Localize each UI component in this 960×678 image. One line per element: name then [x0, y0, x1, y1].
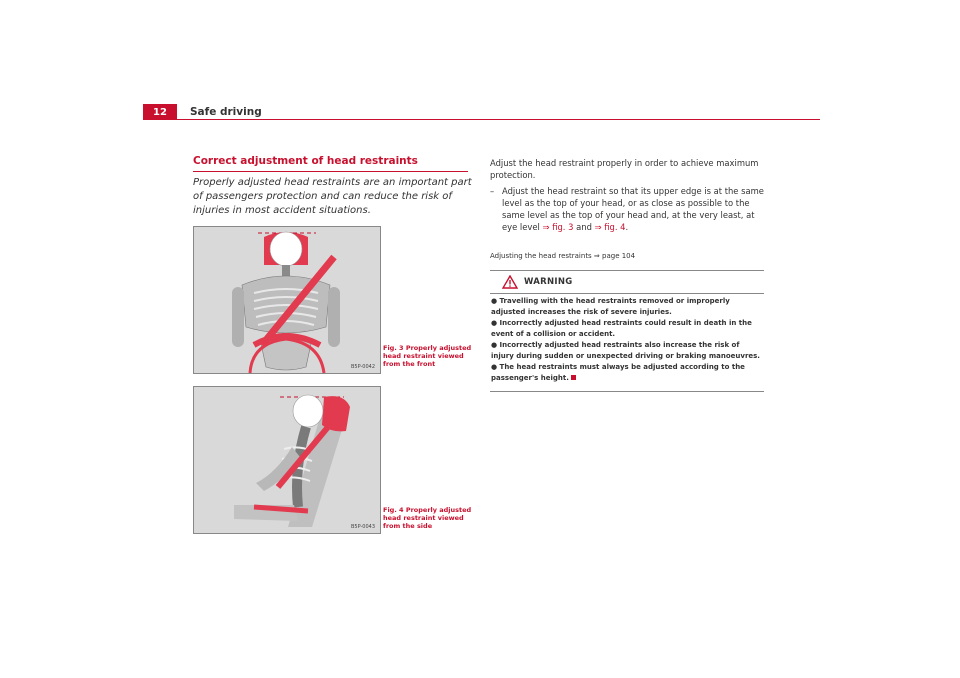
page-number-badge	[143, 104, 177, 120]
warning-text: The head restraints must always be adjusted according to the passenger's height.	[491, 363, 745, 382]
figure-caption: Fig. 3 Properly adjusted head restraint viewed from the front	[383, 344, 472, 368]
front-view-illustration	[194, 227, 380, 373]
cross-reference: Adjusting the head restraints ⇒ page 104	[490, 252, 636, 260]
figure-code: B5P-0042	[350, 364, 375, 370]
warning-item	[491, 318, 763, 340]
period: .	[625, 222, 629, 232]
warning-text: Incorrectly adjusted head restraints could result in death in the event of a collision or accident.	[491, 319, 752, 338]
figure-side-view	[193, 386, 381, 534]
warning-title: WARNING	[524, 277, 573, 287]
warning-list	[490, 293, 764, 384]
fig3-link[interactable]: ⇒ fig. 3	[542, 222, 574, 232]
side-view-illustration	[194, 387, 380, 533]
fig4-link[interactable]: ⇒ fig. 4	[594, 222, 626, 232]
intro-text: Properly adjusted head restraints are an important part of passengers protection and can reduce the risk of injuries in most accident situations.	[193, 177, 472, 216]
warning-text: Travelling with the head restraints removed or improperly adjusted increases the risk of severe injuries.	[491, 297, 730, 316]
header-rule	[177, 119, 820, 120]
running-header: Safe driving	[190, 106, 262, 118]
page-number: 12	[153, 106, 167, 118]
bullet-icon: ●	[491, 363, 498, 371]
warning-triangle-icon	[502, 275, 518, 289]
figure-code: B5P-0043	[350, 524, 375, 530]
step-dash: –	[490, 186, 495, 196]
end-mark-icon	[571, 375, 576, 380]
warning-item	[491, 296, 763, 318]
and-text: and	[576, 222, 592, 232]
figure-caption: Fig. 4 Properly adjusted head restraint viewed from the side	[383, 506, 472, 530]
warning-item	[491, 340, 763, 362]
warning-item	[491, 362, 763, 384]
bullet-icon: ●	[491, 297, 498, 305]
bullet-icon: ●	[491, 341, 498, 349]
body-paragraph: Adjust the head restraint properly in order to achieve maximum protection.	[490, 158, 759, 180]
warning-text: Incorrectly adjusted head restraints also increase the risk of injury during sudden or unexpected driving or braking manoeuvres.	[491, 341, 760, 360]
figure-front-view	[193, 226, 381, 374]
warning-header	[490, 271, 764, 293]
bullet-icon: ●	[491, 319, 498, 327]
instruction-step	[490, 185, 770, 233]
section-heading: Correct adjustment of head restraints	[193, 155, 468, 172]
warning-box	[490, 270, 764, 392]
step-text: Adjust the head restraint so that its upper edge is at the same level as the top of your head, or as close as possible to the same level as the top of your head and, at the very least, at eye level	[502, 186, 764, 232]
